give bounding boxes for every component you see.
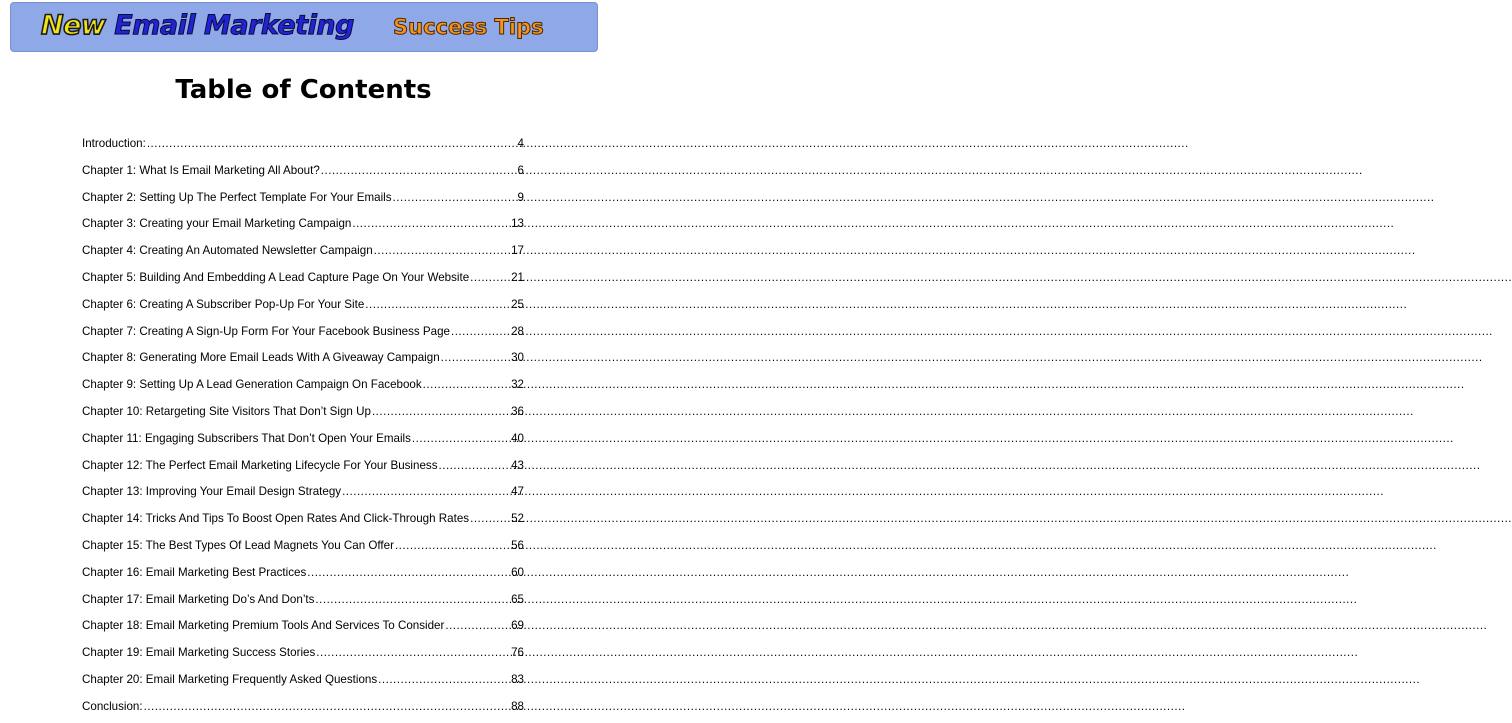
toc-entry-page: 17 xyxy=(511,244,524,258)
toc-entry-label: Chapter 15: The Best Types Of Lead Magnets You Can Offer xyxy=(82,538,394,552)
toc-dot-leader xyxy=(441,347,510,369)
toc-dot-leader xyxy=(451,321,510,343)
toc-entry-page: 56 xyxy=(511,538,524,552)
toc-dot-leader xyxy=(395,535,510,557)
banner-title xyxy=(41,7,354,45)
toc-entry[interactable] xyxy=(82,642,524,669)
toc-entry-page: 69 xyxy=(511,619,524,633)
toc-dot-leader xyxy=(316,642,510,664)
toc-entry-page: 21 xyxy=(511,270,524,284)
toc-entry-page: 47 xyxy=(511,485,524,499)
toc-dot-leader xyxy=(423,374,510,396)
toc-entry[interactable] xyxy=(82,615,524,642)
toc-entry-label: Chapter 7: Creating A Sign-Up Form For Your Facebook Business Page xyxy=(82,324,450,338)
toc-entry[interactable] xyxy=(82,321,524,348)
toc-entry-page: 25 xyxy=(511,297,524,311)
toc-entry-label: Chapter 4: Creating An Automated Newsletter Campaign xyxy=(82,244,373,258)
toc-entry-page: 6 xyxy=(517,163,524,177)
toc-entry[interactable] xyxy=(82,187,524,214)
header-banner xyxy=(10,2,598,52)
toc-dot-leader xyxy=(374,240,510,262)
toc-entry-page: 32 xyxy=(511,378,524,392)
toc-entry[interactable] xyxy=(82,401,524,428)
toc-dot-leader xyxy=(147,133,517,155)
toc-entry-page: 88 xyxy=(511,699,524,713)
toc-entry-label: Chapter 8: Generating More Email Leads With A Giveaway Campaign xyxy=(82,351,440,365)
toc-dot-leader xyxy=(321,160,517,182)
toc-entry[interactable] xyxy=(82,133,524,160)
toc-entry-label: Chapter 3: Creating your Email Marketing Campaign xyxy=(82,217,352,231)
toc-entry-page: 43 xyxy=(511,458,524,472)
toc-dot-leader xyxy=(315,589,510,611)
toc-entry-label: Chapter 20: Email Marketing Frequently Asked Questions xyxy=(82,672,378,686)
toc-dot-leader xyxy=(412,428,510,450)
toc-dot-leader xyxy=(393,187,517,209)
toc-dot-leader xyxy=(445,615,510,637)
toc-dot-leader xyxy=(307,562,510,584)
toc-entry-page: 60 xyxy=(511,565,524,579)
toc-dot-leader xyxy=(342,481,510,503)
toc-entry-label: Chapter 13: Improving Your Email Design Strategy xyxy=(82,485,342,499)
toc-entry[interactable] xyxy=(82,347,524,374)
toc-entry[interactable] xyxy=(82,535,524,562)
toc-entry[interactable] xyxy=(82,294,524,321)
toc-entry[interactable] xyxy=(82,589,524,616)
toc-entry-label: Chapter 17: Email Marketing Do’s And Don’ts xyxy=(82,592,315,606)
toc-entry-label: Introduction: xyxy=(82,137,146,150)
toc-entry[interactable] xyxy=(82,562,524,589)
toc-entry-page: 4 xyxy=(517,137,524,150)
toc-dot-leader xyxy=(378,669,510,691)
toc-dot-leader xyxy=(352,213,510,235)
toc-entry[interactable] xyxy=(82,213,524,240)
toc-entry-label: Chapter 9: Setting Up A Lead Generation Campaign On Facebook xyxy=(82,378,422,392)
toc-dot-leader xyxy=(372,401,510,423)
toc-dot-leader xyxy=(144,696,511,718)
toc-entry-page: 36 xyxy=(511,404,524,418)
toc-entry[interactable] xyxy=(82,481,524,508)
toc-dot-leader xyxy=(470,508,510,530)
toc-entry[interactable] xyxy=(82,160,524,187)
toc-entry-page: 83 xyxy=(511,672,524,686)
toc-dot-leader xyxy=(365,294,510,316)
toc-entry-label: Chapter 2: Setting Up The Perfect Template For Your Emails xyxy=(82,190,392,204)
toc-dot-leader xyxy=(439,455,511,477)
toc-entry-page: 52 xyxy=(511,512,524,526)
toc-entry-label: Chapter 19: Email Marketing Success Stories xyxy=(82,646,316,660)
toc-entry-label: Chapter 1: What Is Email Marketing All About? xyxy=(82,163,320,177)
toc-entry[interactable] xyxy=(82,428,524,455)
toc-entry-label: Chapter 5: Building And Embedding A Lead Capture Page On Your Website xyxy=(82,270,470,284)
toc-entry[interactable] xyxy=(82,240,524,267)
page-title: Table of Contents xyxy=(175,75,432,105)
toc-entry-page: 9 xyxy=(517,190,524,204)
toc-entry-label: Chapter 16: Email Marketing Best Practices xyxy=(82,565,307,579)
toc-entry-label: Conclusion: xyxy=(82,699,143,713)
toc-entry-label: Chapter 12: The Perfect Email Marketing Lifecycle For Your Business xyxy=(82,458,438,472)
toc-entry-label: Chapter 6: Creating A Subscriber Pop-Up For Your Site xyxy=(82,297,365,311)
toc-entry-page: 28 xyxy=(511,324,524,338)
toc-dot-leader xyxy=(470,267,510,289)
toc-entry-page: 76 xyxy=(511,646,524,660)
banner-subtitle: Success Tips xyxy=(393,15,544,39)
toc-entry-page: 65 xyxy=(511,592,524,606)
toc-entry[interactable] xyxy=(82,267,524,294)
toc-entry[interactable] xyxy=(82,374,524,401)
toc-entry-page: 30 xyxy=(511,351,524,365)
toc-entry-label: Chapter 18: Email Marketing Premium Tools And Services To Consider xyxy=(82,619,445,633)
banner-title-main: Email Marketing xyxy=(114,10,354,41)
toc-entry[interactable] xyxy=(82,669,524,696)
toc-entry[interactable] xyxy=(82,696,524,723)
toc-entry-label: Chapter 10: Retargeting Site Visitors That Don’t Sign Up xyxy=(82,404,371,418)
toc-entry[interactable] xyxy=(82,455,524,482)
toc-entry-label: Chapter 14: Tricks And Tips To Boost Open Rates And Click-Through Rates xyxy=(82,512,470,526)
toc-entry-page: 13 xyxy=(511,217,524,231)
banner-title-new: New xyxy=(41,10,106,41)
toc-entry[interactable] xyxy=(82,508,524,535)
toc-entry-page: 40 xyxy=(511,431,524,445)
toc-entry-label: Chapter 11: Engaging Subscribers That Don’t Open Your Emails xyxy=(82,431,411,445)
toc-list xyxy=(82,133,524,723)
